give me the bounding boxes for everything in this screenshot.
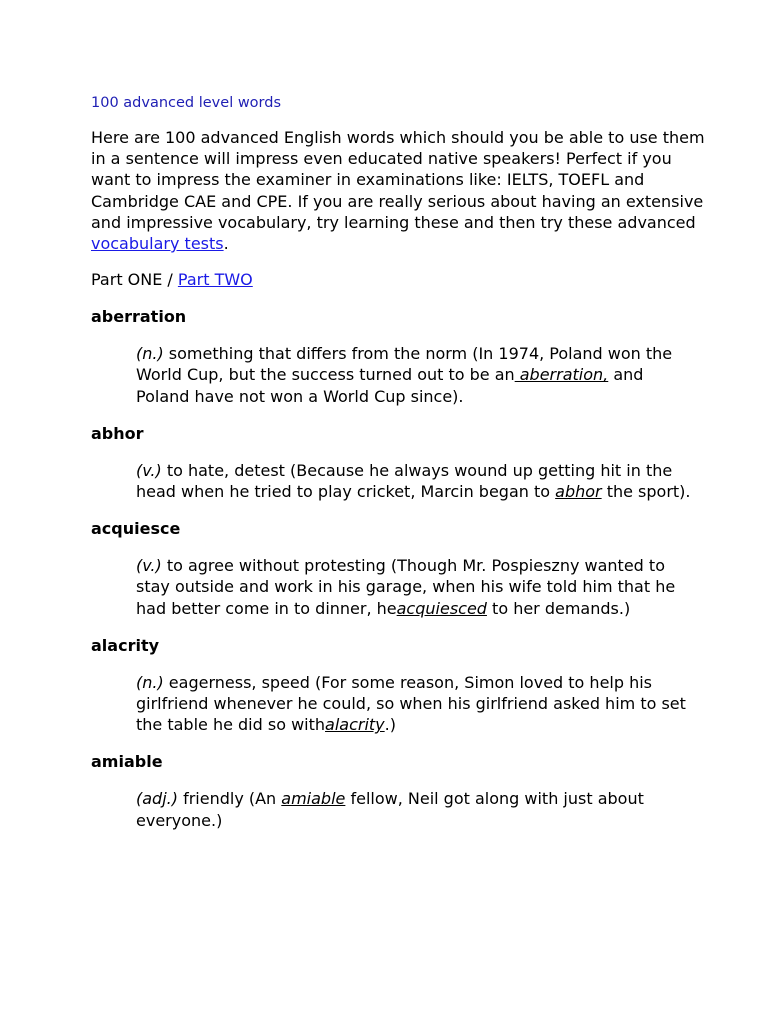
entry-definition (136, 343, 696, 407)
entry-definition (136, 788, 696, 830)
intro-text: Here are 100 advanced English words which should you be able to use them in a sentence will impress even educated native speakers! Perfect if you want to impress the examiner in examinations like: IELTS, TOEFL and Cambridge CAE and CPE. If you are really serious about having an extensive and impressive vocabulary, try learning these and then try these advanced (91, 128, 705, 232)
definition-text-end: to her demands.) (486, 598, 631, 618)
part-of-speech: (v.) (136, 556, 162, 576)
part-of-speech: (v.) (136, 460, 162, 480)
intro-paragraph (91, 127, 708, 254)
definition-text: something that differs from the norm (In 1974, Poland won the World Cup, but the success turned out to be an (136, 344, 673, 385)
definition-text: to hate, detest (Because he always wound up getting hit in the head when he tried to play cricket, Marcin began to (136, 460, 673, 502)
definition-text: friendly (An (177, 789, 282, 809)
part-one-label: Part ONE / (91, 270, 178, 290)
definition-text: to agree without protesting (Though Mr. Pospieszny wanted to stay outside and work in his garage, when his wife told him that he had better come in to dinner, he (136, 556, 676, 618)
entry-word: aberration (91, 307, 187, 327)
part-of-speech: (n.) (136, 344, 164, 364)
definition-text-end: and Poland have not won a World Cup since). (136, 365, 644, 406)
usage-word: abhor (555, 482, 602, 502)
part-two-link[interactable]: Part TWO (177, 270, 253, 290)
usage-word: amiable (281, 789, 346, 809)
usage-word: alacrity (325, 715, 385, 735)
part-of-speech: (n.) (136, 672, 164, 692)
entry-word: abhor (91, 423, 144, 443)
document-title: 100 advanced level words (91, 95, 282, 111)
entry-word: amiable (91, 752, 163, 772)
definition-text-end: .) (384, 715, 396, 735)
usage-word: aberration, (514, 365, 609, 385)
entry-word: alacrity (91, 635, 160, 655)
definition-text: eagerness, speed (For some reason, Simon loved to help his girlfriend whenever he could, so when his girlfriend asked him to set the table he did so with (136, 672, 686, 735)
intro-end: . (223, 234, 229, 254)
entry-definition (136, 672, 696, 736)
parts-navigation (91, 269, 708, 290)
entry-definition (136, 555, 696, 619)
part-of-speech: (adj.) (136, 789, 178, 809)
definition-text-end: fellow, Neil got along with just about everyone.) (136, 789, 644, 830)
definition-text-end: the sport). (601, 482, 691, 502)
vocabulary-tests-link[interactable]: vocabulary tests (91, 234, 224, 254)
entry-word: acquiesce (91, 519, 181, 539)
usage-word: acquiesced (396, 598, 487, 618)
entry-definition (136, 460, 696, 502)
